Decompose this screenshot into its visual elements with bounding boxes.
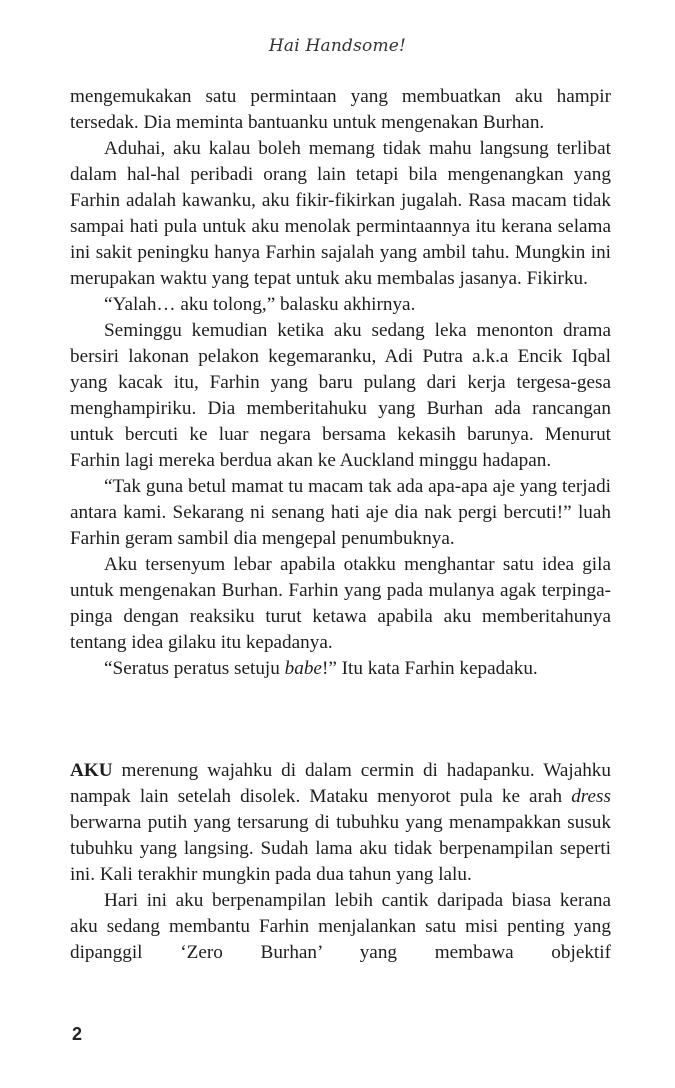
text-run: !” Itu kata Farhin kepadaku.: [321, 658, 538, 679]
paragraph-dialogue-end: [70, 656, 611, 682]
text-run: merenung wajahku di dalam cermin di hadapanku. Wajahku nampak lain setelah disolek. Mataku menyorot pula ke arah: [70, 760, 611, 807]
paragraph: “Yalah… aku tolong,” balasku akhirnya.: [104, 294, 416, 315]
paragraph: Aku tersenyum lebar apabila otakku menghantar satu idea gila untuk mengenakan Burhan. Farhin yang pada mulanya agak terpinga-pinga dengan reaksiku turut ketawa apabila aku memberitahunya tentang idea gilaku itu kepadanya.: [70, 554, 611, 653]
page-number: 2: [72, 1024, 83, 1044]
paragraph: “Tak guna betul mamat tu macam tak ada apa-apa aje yang terjadi antara kami. Sekarang ni senang hati aje dia nak pergi bercuti!” luah Farhin geram sambil dia mengepal penumbuknya.: [70, 476, 611, 549]
paragraph: Aduhai, aku kalau boleh memang tidak mahu langsung terlibat dalam hal-hal peribadi orang lain tetapi bila mengenangkan yang Farhin adalah kawanku, aku fikir-fikirkan jugalah. Rasa macam tidak sampai hati pula untuk aku menolak permintaannya itu kerana selama ini sakit peningku hanya Farhin sajalah yang ambil tahu. Mungkin ini merupakan waktu yang tepat untuk aku membalas jasanya. Fikirku.: [70, 138, 611, 289]
running-head-title: Hai Handsome!: [268, 36, 407, 56]
paragraph: Hari ini aku berpenampilan lebih cantik daripada biasa kerana aku sedang membantu Farhin menjalankan satu misi penting yang dipanggil ‘Zero Burhan’ yang membawa objektif: [70, 890, 611, 963]
text-run: berwarna putih yang tersarung di tubuhku yang menampakkan susuk tubuhku yang langsing. Sudah lama aku tidak berpenampilan seperti ini. Kali terakhir mungkin pada dua tahun yang lalu.: [70, 812, 611, 885]
section-opening-paragraph: [70, 758, 611, 888]
italic-word: dress: [571, 786, 611, 807]
body-text-section-2: [70, 758, 611, 966]
paragraph: Seminggu kemudian ketika aku sedang leka menonton drama bersiri lakonan pelakon kegemaranku, Adi Putra a.k.a Encik Iqbal yang kacak itu, Farhin yang baru pulang dari kerja tergesa-gesa menghampiriku. Dia memberitahuku yang Burhan ada rancangan untuk bercuti ke luar negara bersama kekasih barunya. Menurut Farhin lagi mereka berdua akan ke Auckland minggu hadapan.: [70, 320, 611, 471]
body-text-section-1: [70, 84, 611, 682]
section-opening-word: AKU: [70, 760, 113, 781]
italic-word: babe: [284, 658, 322, 679]
text-run: “Seratus peratus setuju: [104, 658, 285, 679]
paragraph: mengemukakan satu permintaan yang membuatkan aku hampir tersedak. Dia meminta bantuanku untuk mengenakan Burhan.: [70, 86, 611, 133]
